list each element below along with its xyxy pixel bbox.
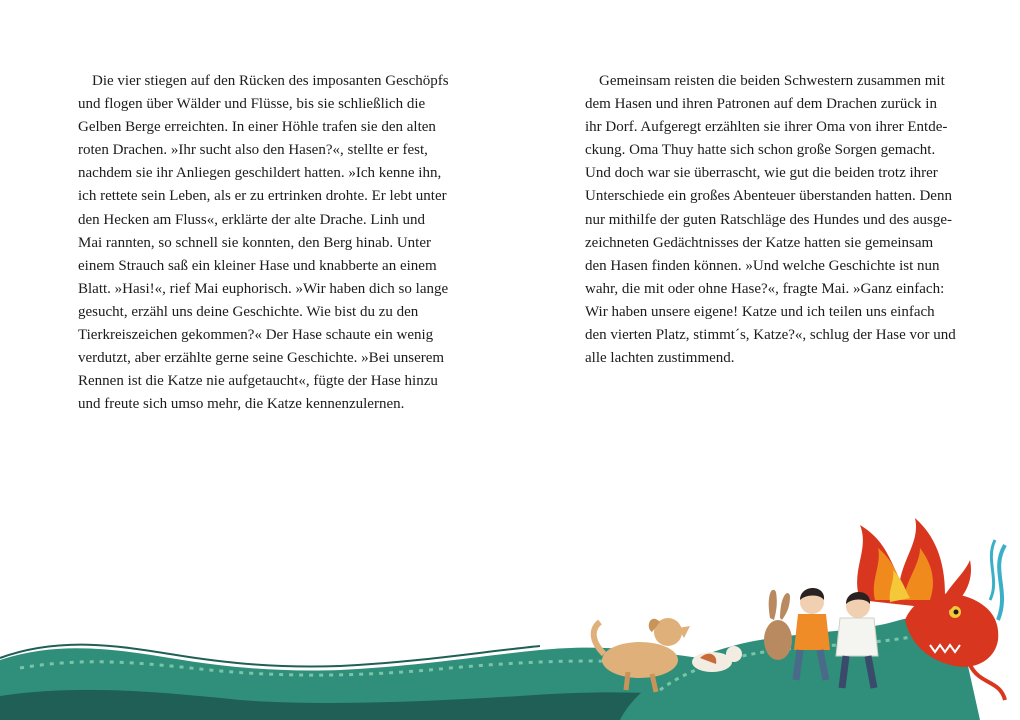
text-line: einem Strauch saß ein kleiner Hase und knabberte an einem (78, 257, 437, 274)
rabbit (764, 590, 792, 660)
text-line: gesucht, erzähl uns deine Geschichte. Wie bist du zu den (78, 303, 419, 320)
text-line: Und doch war sie überrascht, wie gut die beiden trotz ihrer (585, 165, 938, 182)
text-line: Unterschiede ein großes Abenteuer überstanden hatten. Denn (585, 188, 952, 205)
text-line: Rennen ist die Katze nie aufgetaucht«, fügte der Hase hinzu (78, 373, 438, 390)
text-line: Wir haben unsere eigene! Katze und ich teilen uns einfach (585, 303, 935, 320)
left-page-text (78, 70, 449, 416)
text-line: roten Drachen. »Ihr sucht also den Hasen?«, stellte er fest, (78, 142, 428, 159)
text-line: Die vier stiegen auf den Rücken des imposanten Geschöpfs (92, 73, 449, 89)
text-line: ckung. Oma Thuy hatte sich schon große Sorgen gemacht. (585, 142, 936, 159)
text-line: Tierkreiszeichen gekommen?« Der Hase schaute ein wenig (78, 327, 434, 344)
text-line: ich rettete sein Leben, als er zu ertrinken drohte. Er lebt unter (78, 188, 447, 205)
text-line: den Hasen finden können. »Und welche Geschichte ist nun (585, 257, 940, 274)
text-line: Gelben Berge erreichten. In einer Höhle trafen sie den alten (78, 119, 436, 136)
text-line: nur mithilfe der guten Ratschläge des Hundes und des ausge- (585, 211, 952, 228)
text-line: Mai rannten, so schnell sie konnten, den Berg hinab. Unter (78, 234, 431, 251)
text-line: den Hecken am Fluss«, erklärte der alte Drache. Linh und (78, 211, 425, 228)
rabbit-body (764, 620, 792, 660)
text-line: dem Hasen und ihren Patronen auf dem Drachen zurück in (585, 96, 937, 113)
dragon-illustration (0, 500, 1020, 720)
text-line: Gemeinsam reisten die beiden Schwestern zusammen mit (599, 73, 945, 89)
text-line: alle lachten zustimmend. (585, 350, 735, 367)
rabbit-ear-right (780, 593, 790, 620)
text-line: ihr Dorf. Aufgeregt erzählten sie ihrer Oma von ihrer Entde- (585, 119, 948, 136)
rabbit-ear-left (769, 590, 777, 620)
text-line: Blatt. »Hasi!«, rief Mai euphorisch. »Wir haben dich so lange (78, 280, 449, 297)
dragon-beard (970, 665, 1005, 700)
text-line: und freute sich umso mehr, die Katze kennenzulernen. (78, 396, 405, 413)
text-line: verdutzt, aber erzählte gerne seine Geschichte. »Bei unserem (78, 350, 445, 367)
dragon-whisker (998, 545, 1005, 620)
dragon-mane (857, 518, 971, 610)
dragon-pupil (954, 610, 959, 615)
dragon-body (0, 616, 980, 720)
text-line: nachdem sie ihr Anliegen geschildert hatten. »Ich kenne ihn, (78, 165, 442, 182)
text-line: wahr, die mit oder ohne Hase?«, fragte Mai. »Ganz einfach: (585, 280, 945, 297)
dragon-whisker-2 (990, 540, 995, 600)
cat-head (726, 646, 742, 662)
text-line: den vierten Platz, stimmt´s, Katze?«, schlug der Hase vor und (585, 327, 956, 344)
text-line: zeichneten Gedächtnisses der Katze hatten sie gemeinsam (585, 234, 934, 251)
girl-orange-shirt (794, 614, 830, 650)
dog-body (602, 642, 678, 678)
girl-white-shirt (836, 618, 878, 656)
text-line: und flogen über Wälder und Flüsse, bis sie schließlich die (78, 96, 426, 113)
right-page-text (585, 70, 956, 370)
